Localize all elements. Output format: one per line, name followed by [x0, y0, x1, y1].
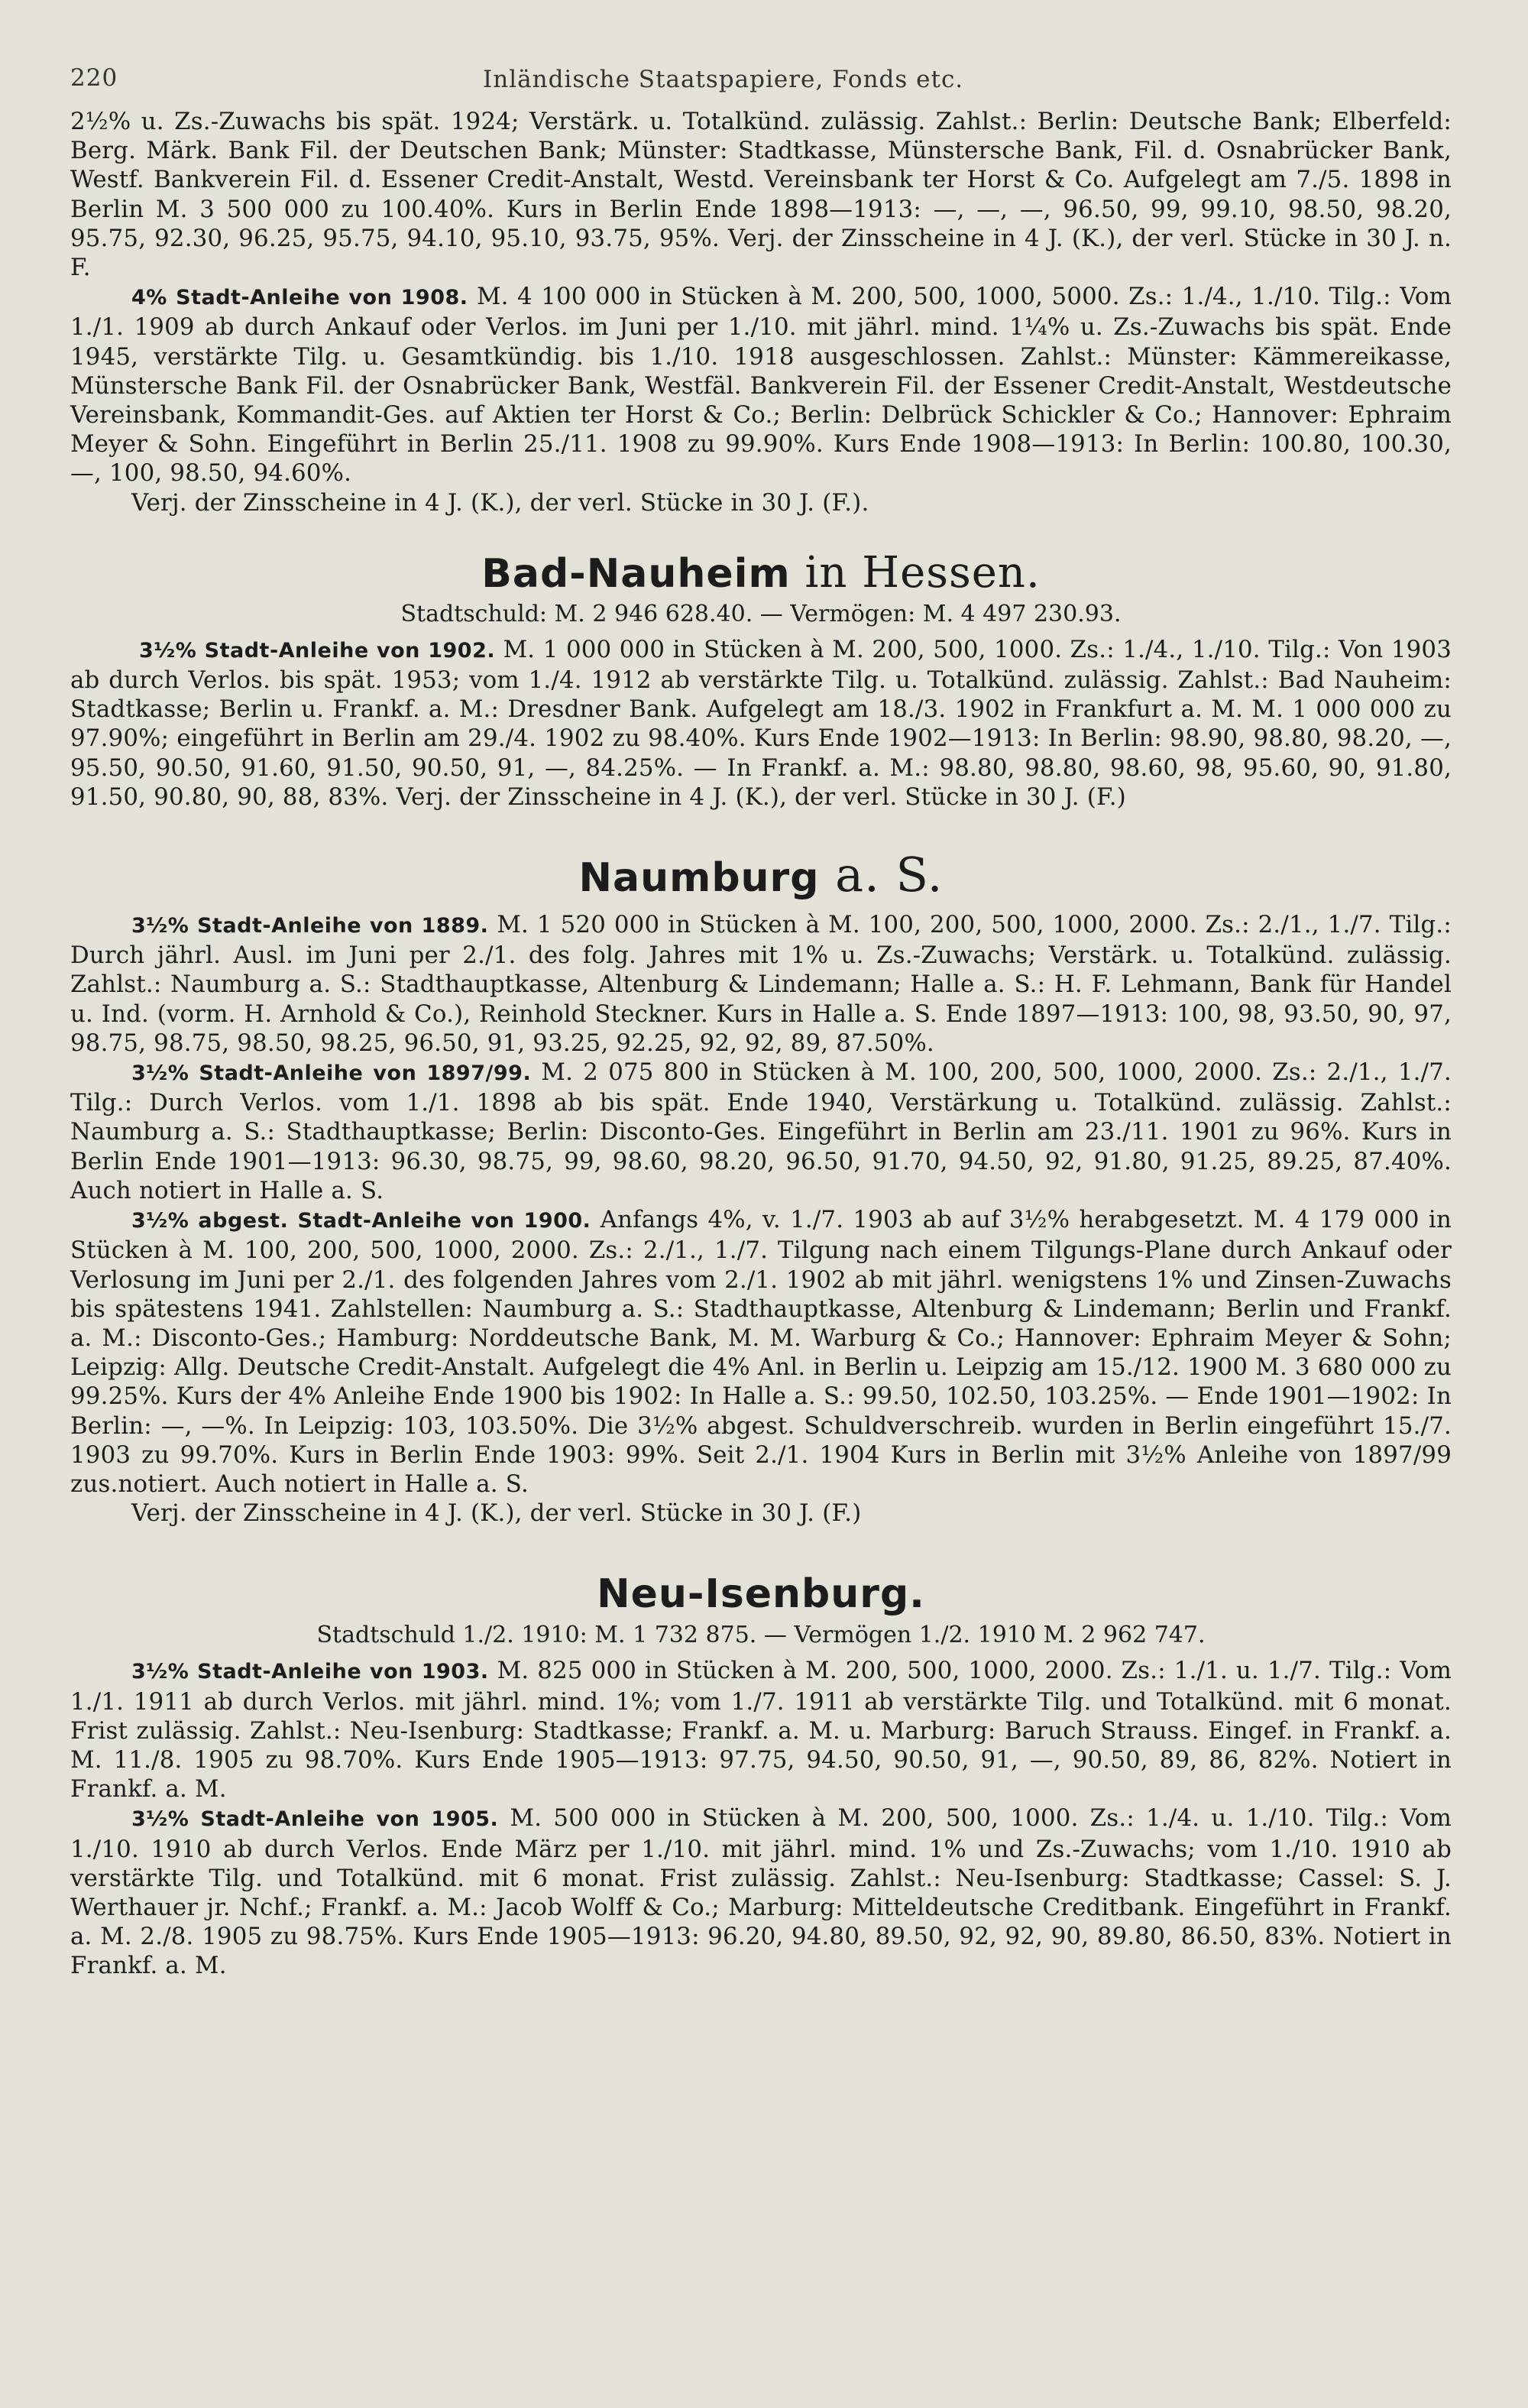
- bond-text-isenburg-1903: M. 825 000 in Stücken à M. 200, 500, 1000, 2000. Zs.: 1./1. u. 1./7. Tilg.: Vom 1./1. 1911 ab durch Verlos. mit jährl. mind. 1%; vom 1./7. 1911 ab verstärkte Tilg. und Totalkünd. mit 6 monat. Frist zulässig. Zahlst.: Neu-Isenburg: Stadtkasse; Frankf. a. M. u. Marburg: Baruch Strauss. Eingef. in Frankf. a. M. 11./8. 1905 zu 98.70%. Kurs Ende 1905—1913: 97.75, 94.50, 90.50, 91, —, 90.50, 89, 86, 82%. Notiert in Frankf. a. M.: [70, 1657, 1452, 1804]
- city-title-naumburg: [70, 847, 1452, 903]
- bond-heading-naumburg-1889: 3½% Stadt-Anleihe von 1889.: [131, 914, 489, 938]
- bond-text-1908: M. 4 100 000 in Stücken à M. 200, 500, 1000, 5000. Zs.: 1./4., 1./10. Tilg.: Vom 1./1. 1909 ab durch Ankauf oder Verlos. im Juni per 1./10. mit jährl. mind. 1¼% u. Zs.-Zuwachs bis spät. Ende 1945, verstärkte Tilg. u. Gesamtkündig. bis 1./10. 1918 ausgeschlossen. Zahlst.: Münster: Kämmereikasse, Münstersche Bank Fil. der Osnabrücker Bank, Westfäl. Bankverein Fil. der Essener Credit-Anstalt, Westdeutsche Vereinsbank, Kommandit-Ges. auf Aktien ter Horst & Co.; Berlin: Delbrück Schickler & Co.; Hannover: Ephraim Meyer & Sohn. Eingeführt in Berlin 25./11. 1908 zu 99.90%. Kurs Ende 1908—1913: In Berlin: 100.80, 100.30, —, 100, 98.50, 94.60%.: [70, 283, 1452, 488]
- bond-text-naumburg-1889: M. 1 520 000 in Stücken à M. 100, 200, 500, 1000, 2000. Zs.: 2./1., 1./7. Tilg.: Durch jährl. Ausl. im Juni per 2./1. des folg. Jahres mit 1% u. Zs.-Zuwachs; Verstärk. u. Totalkünd. zulässig. Zahlst.: Naumburg a. S.: Stadthauptkasse, Altenburg & Lindemann; Halle a. S.: H. F. Lehmann, Bank für Handel u. Ind. (vorm. H. Arnhold & Co.), Reinhold Steckner. Kurs in Halle a. S. Ende 1897—1913: 100, 98, 93.50, 90, 97, 98.75, 98.75, 98.50, 98.25, 96.50, 91, 93.25, 92.25, 92, 92, 89, 87.50%.: [70, 911, 1452, 1057]
- bond-entry-naumburg-1897: [70, 1058, 1452, 1205]
- bond-heading-1908: 4% Stadt-Anleihe von 1908.: [131, 286, 468, 310]
- running-title: Inländische Staatspapiere, Fonds etc.: [483, 66, 964, 93]
- bond-entry-isenburg-1905: [70, 1804, 1452, 1980]
- city-name-naumburg: Naumburg: [578, 855, 820, 902]
- bond-heading-nauheim-1902: 3½% Stadt-Anleihe von 1902.: [139, 638, 496, 663]
- city-title-bad-nauheim: [70, 548, 1452, 598]
- city-name-neu-isenburg: Neu-Isenburg.: [597, 1571, 925, 1618]
- bond-heading-naumburg-1897: 3½% Stadt-Anleihe von 1897/99.: [131, 1061, 532, 1086]
- bond-entry-nauheim-1902: [70, 635, 1452, 812]
- city-debt-bad-nauheim: Stadtschuld: M. 2 946 628.40. — Vermögen: M. 4 497 230.93.: [400, 600, 1122, 627]
- bond-entry-isenburg-1903: [70, 1656, 1452, 1804]
- page-number: 220: [70, 64, 118, 92]
- city-region-naumburg: a. S.: [835, 847, 944, 903]
- bond-entry-naumburg-1900: [70, 1205, 1452, 1499]
- bond-text-isenburg-1905: M. 500 000 in Stücken à M. 200, 500, 1000. Zs.: 1./4. u. 1./10. Tilg.: Vom 1./10. 1910 ab durch Verlos. Ende März per 1./10. mit jährl. mind. 1% und Zs.-Zuwachs; vom 1./10. 1910 ab verstärkte Tilg. und Totalkünd. mit 6 monat. Frist zulässig. Zahlst.: Neu-Isenburg: Stadtkasse; Cassel: S. J. Werthauer jr. Nchf.; Frankf. a. M.: Jacob Wolff & Co.; Marburg: Mitteldeutsche Creditbank. Eingeführt in Frankf. a. M. 2./8. 1905 zu 98.75%. Kurs Ende 1905—1913: 96.20, 94.80, 89.50, 92, 92, 90, 89.80, 86.50, 83%. Notiert in Frankf. a. M.: [70, 1804, 1452, 1980]
- bond-text-naumburg-1897: M. 2 075 800 in Stücken à M. 100, 200, 500, 1000, 2000. Zs.: 2./1., 1./7. Tilg.: Durch Verlos. vom 1./1. 1898 ab bis spät. Ende 1940, Verstärkung u. Totalkünd. zulässig. Zahlst.: Naumburg a. S.: Stadthauptkasse; Berlin: Disconto-Ges. Eingeführt in Berlin am 23./11. 1901 zu 96%. Kurs in Berlin Ende 1901—1913: 96.30, 98.75, 99, 98.60, 98.20, 96.50, 91.70, 94.50, 92, 91.80, 91.25, 89.25, 87.40%. Auch notiert in Halle a. S.: [70, 1058, 1452, 1204]
- city-name-bad-nauheim: Bad-Nauheim: [481, 550, 791, 597]
- bond-heading-naumburg-1900: 3½% abgest. Stadt-Anleihe von 1900.: [131, 1209, 591, 1233]
- intro-paragraph-3: Verj. der Zinsscheine in 4 J. (K.), der verl. Stücke in 30 J. (F.).: [131, 488, 869, 517]
- city-region-bad-nauheim: in Hessen.: [804, 547, 1041, 598]
- intro-paragraph-2: [70, 282, 1452, 488]
- city-debt-neu-isenburg: Stadtschuld 1./2. 1910: M. 1 732 875. — Vermögen 1./2. 1910 M. 2 962 747.: [316, 1622, 1206, 1649]
- bond-heading-isenburg-1903: 3½% Stadt-Anleihe von 1903.: [131, 1660, 489, 1684]
- naumburg-verj: Verj. der Zinsscheine in 4 J. (K.), der verl. Stücke in 30 J. (F.): [131, 1499, 862, 1528]
- city-title-neu-isenburg: [70, 1563, 1452, 1619]
- bond-text-naumburg-1900: Anfangs 4%, v. 1./7. 1903 ab auf 3½% herabgesetzt. M. 4 179 000 in Stücken à M. 100, 200, 500, 1000, 2000. Zs.: 2./1., 1./7. Tilgung nach einem Tilgungs-Plane durch Ankauf oder Verlosung im Juni per 2./1. des folgenden Jahres vom 2./1. 1902 ab mit jährl. wenigstens 1% und Zinsen-Zuwachs bis spätestens 1941. Zahlstellen: Naumburg a. S.: Stadthauptkasse, Altenburg & Lindemann; Berlin und Frankf. a. M.: Disconto-Ges.; Hamburg: Norddeutsche Bank, M. M. Warburg & Co.; Hannover: Ephraim Meyer & Sohn; Leipzig: Allg. Deutsche Credit-Anstalt. Aufgelegt die 4% Anl. in Berlin u. Leipzig am 15./12. 1900 M. 3 680 000 zu 99.25%. Kurs der 4% Anleihe Ende 1900 bis 1902: In Halle a. S.: 99.50, 102.50, 103.25%. — Ende 1901—1902: In Berlin: —, —%. In Leipzig: 103, 103.50%. Die 3½% abgest. Schuldverschreib. wurden in Berlin eingeführt 15./7. 1903 zu 99.70%. Kurs in Berlin Ende 1903: 99%. Seit 2./1. 1904 Kurs in Berlin mit 3½% Anleihe von 1897/99 zus.notiert. Auch notiert in Halle a. S.: [70, 1206, 1452, 1498]
- bond-entry-naumburg-1889: [70, 910, 1452, 1058]
- bond-heading-isenburg-1905: 3½% Stadt-Anleihe von 1905.: [131, 1807, 499, 1832]
- page-header: [70, 53, 1452, 107]
- intro-paragraph-1: 2½% u. Zs.-Zuwachs bis spät. 1924; Verstärk. u. Totalkünd. zulässig. Zahlst.: Berlin: Deutsche Bank; Elberfeld: Berg. Märk. Bank Fil. der Deutschen Bank; Münster: Stadtkasse, Münstersche Bank, Fil. d. Osnabrücker Bank, Westf. Bankverein Fil. d. Essener Credit-Anstalt, Westd. Vereinsbank ter Horst & Co. Aufgelegt am 7./5. 1898 in Berlin M. 3 500 000 zu 100.40%. Kurs in Berlin Ende 1898—1913: —, —, —, 96.50, 99, 99.10, 98.50, 98.20, 95.75, 92.30, 96.25, 95.75, 94.10, 95.10, 93.75, 95%. Verj. der Zinsscheine in 4 J. (K.), der verl. Stücke in 30 J. n. F.: [70, 108, 1452, 282]
- bond-text-nauheim-1902: M. 1 000 000 in Stücken à M. 200, 500, 1000. Zs.: 1./4., 1./10. Tilg.: Von 1903 ab durch Verlos. bis spät. 1953; vom 1./4. 1912 ab verstärkte Tilg. u. Totalkünd. zulässig. Zahlst.: Bad Nauheim: Stadtkasse; Berlin u. Frankf. a. M.: Dresdner Bank. Aufgelegt am 18./3. 1902 in Frankfurt a. M. M. 1 000 000 zu 97.90%; eingeführt in Berlin am 29./4. 1902 zu 98.40%. Kurs Ende 1902—1913: In Berlin: 98.90, 98.80, 98.20, —, 95.50, 90.50, 91.60, 91.50, 90.50, 91, —, 84.25%. — In Frankf. a. M.: 98.80, 98.80, 98.60, 98, 95.60, 90, 91.80, 91.50, 90.80, 90, 88, 83%. Verj. der Zinsscheine in 4 J. (K.), der verl. Stücke in 30 J. (F.): [70, 635, 1452, 811]
